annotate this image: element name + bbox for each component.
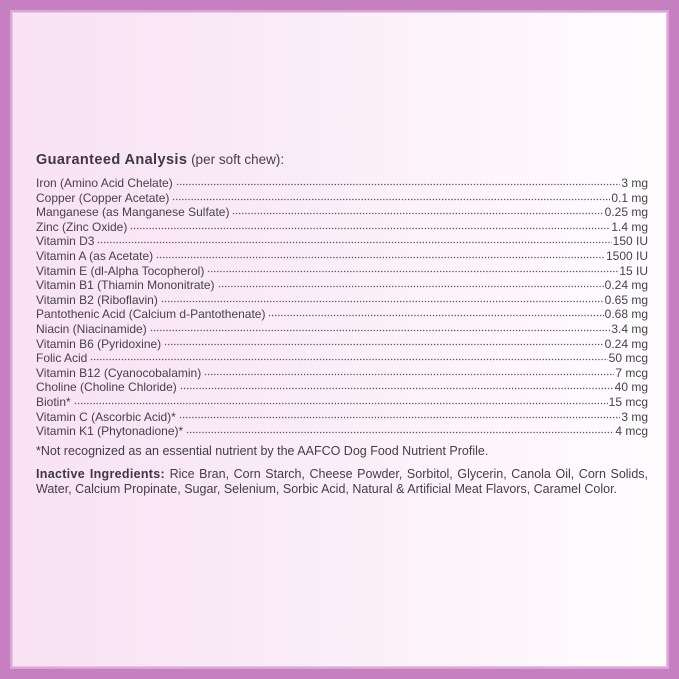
nutrient-value: 3.4 mg (611, 321, 648, 336)
nutrient-value: 4 mcg (615, 424, 648, 439)
dot-leader (268, 307, 603, 318)
analysis-row (36, 278, 648, 293)
dot-leader (218, 278, 604, 289)
nutrient-value: 0.25 mg (604, 205, 648, 220)
dot-leader (164, 337, 603, 348)
nutrient-value: 7 mcg (615, 365, 648, 380)
nutrient-value: 40 mg (614, 380, 648, 395)
analysis-row (36, 264, 648, 279)
analysis-row (36, 322, 648, 337)
dot-leader (150, 322, 611, 333)
nutrient-value: 0.65 mg (604, 292, 648, 307)
analysis-row (36, 337, 648, 352)
analysis-row (36, 380, 648, 395)
dot-leader (156, 249, 605, 260)
dot-leader (186, 424, 614, 435)
dot-leader (179, 410, 620, 421)
analysis-row (36, 351, 648, 366)
per-soft-chew-note: (per soft chew): (187, 152, 285, 167)
inactive-ingredients-heading: Inactive Ingredients: (36, 466, 165, 481)
nutrient-name: Folic Acid (36, 351, 88, 366)
nutrient-value: 3 mg (621, 409, 648, 424)
analysis-row (36, 366, 648, 381)
dot-leader (176, 176, 621, 187)
dot-leader (207, 264, 618, 275)
nutrient-value: 0.1 mg (611, 190, 648, 205)
section-title (36, 151, 648, 169)
nutrient-name: Zinc (Zinc Oxide) (36, 219, 128, 234)
nutrient-name: Manganese (as Manganese Sulfate) (36, 205, 230, 220)
nutrient-value: 1500 IU (605, 248, 648, 263)
nutrient-name: Copper (Copper Acetate) (36, 190, 170, 205)
nutrient-name: Vitamin D3 (36, 234, 95, 249)
nutrient-name: Niacin (Niacinamide) (36, 321, 147, 336)
analysis-row (36, 410, 648, 425)
aafco-footnote: *Not recognized as an essential nutrient by the AAFCO Dog Food Nutrient Profile. (36, 443, 489, 458)
nutrient-name: Biotin* (36, 394, 71, 409)
guaranteed-analysis-heading: Guaranteed Analysis (36, 152, 188, 168)
nutrient-value: 0.24 mg (604, 336, 648, 351)
analysis-row (36, 220, 648, 235)
nutrient-value: 15 mcg (608, 394, 648, 409)
dot-leader (74, 395, 608, 406)
nutrient-name: Vitamin B6 (Pyridoxine) (36, 336, 162, 351)
nutrient-name: Vitamin B12 (Cyanocobalamin) (36, 365, 202, 380)
nutrient-value: 3 mg (621, 176, 648, 190)
analysis-row (36, 293, 648, 308)
nutrient-value: 150 IU (612, 234, 648, 249)
dot-leader (97, 234, 611, 245)
nutrient-name: Vitamin C (Ascorbic Acid)* (36, 409, 176, 424)
analysis-row (36, 234, 648, 249)
label-content (36, 151, 648, 498)
nutrient-name: Pantothenic Acid (Calcium d-Pantothenate) (36, 307, 266, 322)
dot-leader (130, 220, 610, 231)
nutrient-name: Vitamin E (dl-Alpha Tocopherol) (36, 263, 205, 278)
dot-leader (204, 366, 614, 377)
inactive-ingredients (36, 467, 648, 499)
nutrient-value: 0.68 mg (604, 307, 648, 322)
nutrient-name: Vitamin B2 (Riboflavin) (36, 292, 158, 307)
nutrient-value: 1.4 mg (611, 219, 648, 234)
dot-leader (161, 293, 604, 304)
analysis-row (36, 395, 648, 410)
analysis-row (36, 205, 648, 220)
nutrient-name: Choline (Choline Chloride) (36, 380, 177, 395)
nutrient-name: Vitamin B1 (Thiamin Mononitrate) (36, 278, 215, 293)
nutrient-name: Vitamin A (as Acetate) (36, 248, 154, 263)
dot-leader (232, 205, 603, 216)
analysis-row (36, 424, 648, 439)
dot-leader (90, 351, 607, 362)
analysis-row (36, 176, 648, 191)
nutrient-value: 0.24 mg (604, 278, 648, 293)
nutrient-name: Vitamin K1 (Phytonadione)* (36, 424, 184, 439)
analysis-rows (36, 176, 648, 439)
dot-leader (180, 380, 614, 391)
analysis-row (36, 307, 648, 322)
nutrient-name: Iron (Amino Acid Chelate) (36, 176, 173, 190)
inactive-ingredients-text: Rice Bran, Corn Starch, Cheese Powder, Sorbitol, Glycerin, Canola Oil, Corn Solids, Water, Calcium Propinate, Sugar, Selenium, Sorbic Acid, Natural & Artificial Meat Flavors, Caramel Color. (36, 466, 649, 497)
dot-leader (172, 191, 610, 202)
analysis-row (36, 249, 648, 264)
analysis-row (36, 191, 648, 206)
nutrient-value: 50 mcg (608, 351, 648, 366)
nutrient-value: 15 IU (619, 263, 648, 278)
